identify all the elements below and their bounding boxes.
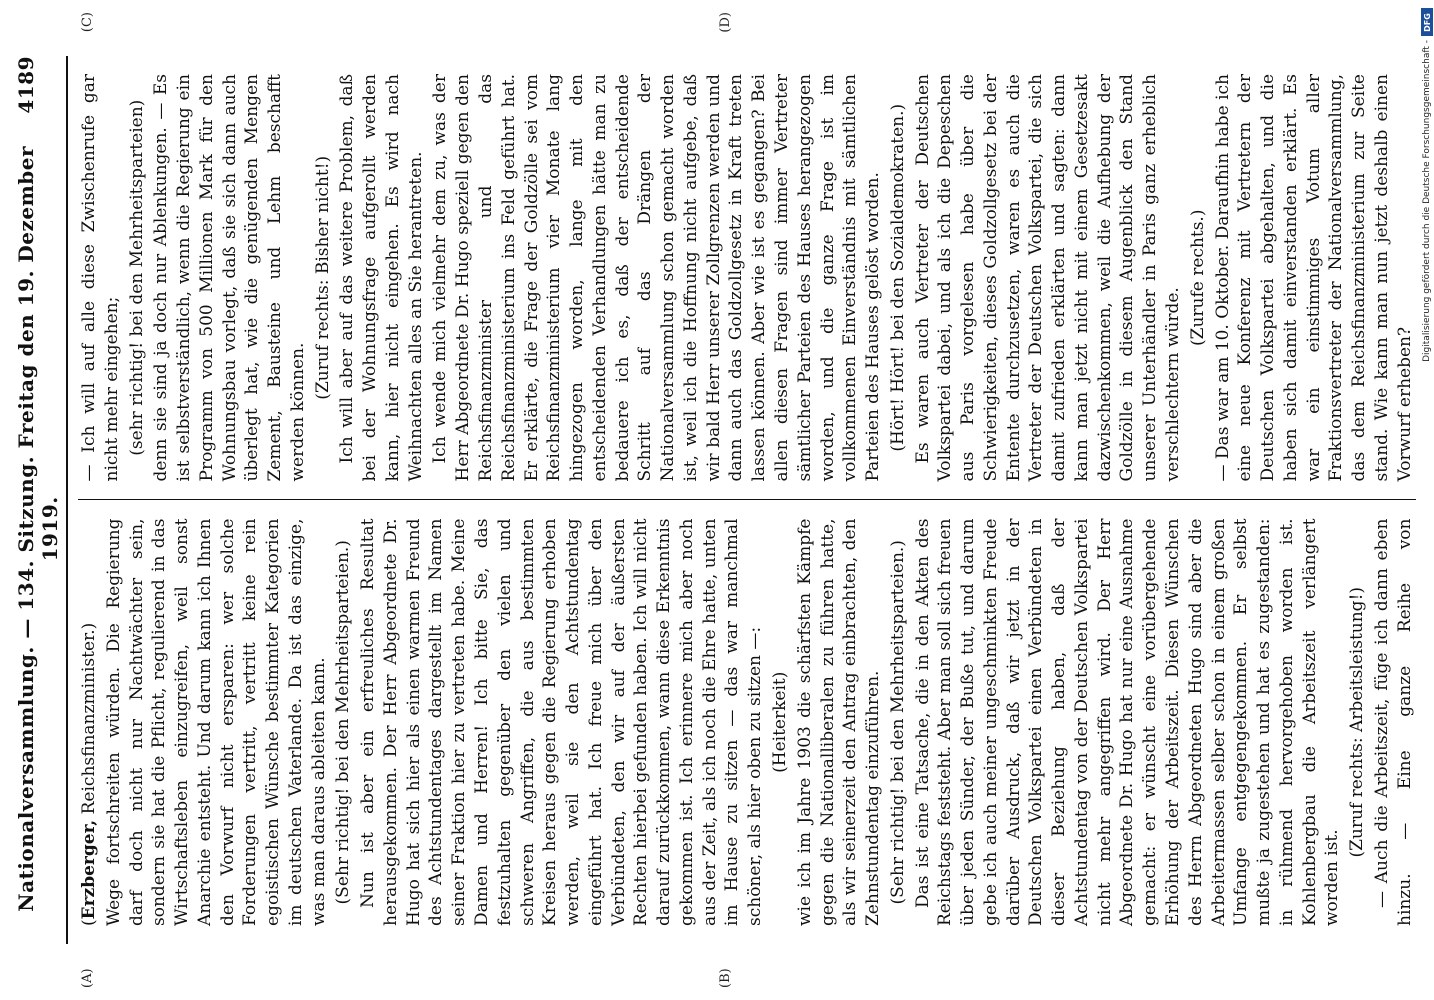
interjection: (Heiterkeit) bbox=[769, 671, 790, 773]
interjection: (Hört! Hört! bei den Sozialdemokraten.) bbox=[887, 103, 908, 452]
left-column bbox=[78, 501, 1416, 988]
speaker-role: Reichsfinanzminister.) bbox=[79, 622, 99, 815]
speaker-name: Erzberger, bbox=[79, 819, 99, 920]
paragraph: — Ich will auf alle diese Zwischenrufe gar nicht mehr eingehen; bbox=[79, 74, 122, 482]
margin-mark-d: (D) bbox=[718, 12, 733, 33]
paragraph: — Auch die Arbeitszeit, füge ich dann eben hinzu. — Eine ganze Reihe von bbox=[1371, 518, 1415, 926]
page-header bbox=[14, 56, 68, 944]
paragraph: Das ist eine Tatsache, die in den Akten des Reichstags feststeht. Aber man soll sich freuen über jeden Sünder, der Buße tut, und darum gebe ich auch meiner ungeschminkten Freude darüber Ausdruck, daß wir jetzt in der Deutschen Volkspartei einen Verbündeten in dieser Beziehung haben, daß der Achtstundentag von der Deutschen Volkspartei nicht mehr angegriffen wird. Der Herr Abgeordnete Dr. Hugo hat nur eine Ausnahme gemacht: er wünscht eine vorübergehende Erhöhung der Arbeitszeit. Diesen Wünschen des Herrn Abgeordneten Hugo sind aber die Arbeitermassen selber schon in einem großen Umfange entgegengekommen. Er selbst mußte ja zugestehen und hat es zugestanden: in rühmend hervorgehoben worden ist. Kohlenbergbau die Arbeitszeit verlängert worden ist. bbox=[912, 518, 1343, 926]
paragraph: Es waren auch Vertreter der Deutschen Volkspartei dabei, und als ich die Depeschen aus Paris vorgelesen habe über die Schwierigkeiten, dieses Goldzollgesetz bei der Entente durchzusetzen, waren es auch die Vertreter der Deutschen Volkspartei, die sich damit zufrieden erklärten und sagten: dann kann man jetzt nicht mit einem Gesetzesakt dazwischenkommen, weil die Aufhebung der Goldzölle in diesem Augenblick den Stand unserer Unterhändler in Paris ganz erheblich verschlechtern würde. bbox=[912, 74, 1183, 482]
paragraph: Ich wende mich vielmehr dem zu, was der Herr Abgeordnete Dr. Hugo speziell gegen den Reichsfinanzminister und das Reichsfinanzministerium ins Feld geführt hat. Er erklärte, die Frage der Goldzölle sei vom Reichsfinanzministerium vier Monate lang hingezogen worden, lange mit den entscheidenden Verhandlungen hätte man zu bedauere ich es, daß der entscheidende Schritt auf das Drängen der Nationalversammlung schon gemacht worden ist, weil ich die Hoffnung nicht aufgebe, daß wir bald Herr unserer Zollgrenzen werden und dann auch das Goldzollgesetz in Kraft treten lassen können. Aber wie ist es gegangen? Bei allen diesen Fragen sind immer Vertreter sämtlicher Parteien des Hauses herangezogen worden, und die ganze Frage ist im vollkommenen Einverständnis mit sämtlichen Parteien des Hauses gelöst worden. bbox=[430, 74, 884, 482]
digitization-strip bbox=[1420, 0, 1434, 1000]
margin-mark-a: (A) bbox=[80, 968, 95, 988]
text-columns bbox=[78, 12, 1416, 988]
digitization-notice: Digitalisierung gefördert durch die Deutsche Forschungsgemeinschaft - bbox=[1422, 40, 1432, 362]
interjection: (sehr richtig! bei den Mehrheitsparteien) bbox=[126, 99, 147, 456]
paragraph: Ich will aber auf das weitere Problem, daß bei der Wohnungsfrage aufgerollt werden kann, hier nicht eingehen. Es wird nach Weihnachten alles an Sie herantreten. bbox=[337, 74, 426, 482]
paragraph: denn sie sind ja doch nur Ablenkungen. — Es ist selbstverständlich, wenn die Regierung ein Programm von 500 Millionen Mark für den Wohnungsbau vorlegt, daß sie sich dann auch überlegt hat, wie die genügenden Mengen Zement, Bausteine und Lehm beschafft werden können. bbox=[151, 74, 308, 482]
running-title: Nationalversammlung. — 134. Sitzung. Freitag den 19. Dezember 1919. bbox=[14, 146, 62, 912]
interjection: (Zuruf rechts: Arbeitsleistung!) bbox=[1347, 586, 1368, 858]
paragraph: Nun ist aber ein erfreuliches Resultat herausgekommen. Der Herr Abgeordnete Dr. Hugo hat sich hier als einen warmen Freund des Achtstundentages dargestellt im Namen seiner Fraktion hier zu vertreten habe. Meine Damen und Herren! Ich bitte Sie, das festzuhalten gegenüber den vielen und schweren Angriffen, die aus bestimmten Kreisen heraus gegen die Regierung erhoben werden, weil sie den Achtstundentag eingeführt hat. Ich freue mich über den Verbündeten, den wir auf der äußersten Rechten hierbei gefunden haben. Ich will nicht darauf zurückkommen, wann diese Erkenntnis gekommen ist. Ich erinnere mich aber noch aus der Zeit, als ich noch die Ehre hatte, unten im Hause zu sitzen — das war manchmal schöner, als hier oben zu sitzen —: bbox=[358, 518, 766, 926]
margin-mark-c: (C) bbox=[80, 12, 95, 33]
interjection: (Zuruf rechts: Bisher nicht!) bbox=[312, 155, 333, 400]
right-column bbox=[78, 12, 1416, 501]
dfg-logo: DFG bbox=[1421, 8, 1433, 36]
interjection: (Sehr richtig! bei den Mehrheitsparteien.) bbox=[333, 540, 354, 905]
interjection: (Sehr richtig! bei den Mehrheitsparteien.) bbox=[887, 540, 908, 905]
speaker-line: (Erzberger, Reichsfinanzminister.) bbox=[79, 622, 99, 926]
paragraph: wie ich im Jahre 1903 die schärfsten Kämpfe gegen die Nationalliberalen zu führen hatte, als wir seinerzeit den Antrag einbrachten, den Zehnstundentag einzuführen. bbox=[794, 518, 884, 926]
interjection: (Zurufe rechts.) bbox=[1187, 209, 1208, 346]
page-number: 4189 bbox=[14, 56, 38, 114]
paragraph: Wege fortschreiten würden. Die Regierung darf doch nicht nur Nachtwächter sein, sondern sie hat die Pflicht, regulierend in das Wirtschaftsleben einzugreifen, weil sonst Anarchie entsteht. Und darum kann ich Ihnen den Vorwurf nicht ersparen: wer solche Forderungen vertritt, vertritt keine rein egoistischen Wünsche bestimmter Kategorien im deutschen Vaterlande. Da ist das einzige, was man daraus ableiten kann. bbox=[103, 518, 329, 926]
paragraph: — Das war am 10. Oktober. Daraufhin habe ich eine neue Konferenz mit Vertretern der Deutschen Volkspartei abgehalten, und die haben sich damit einverstanden erklärt. Es war ein einstimmiges Votum aller Fraktionsvertreter der Nationalversammlung, das dem Reichsfinanzministerium zur Seite stand. Wie kann man nun jetzt deshalb einen Vorwurf erheben? bbox=[1212, 74, 1415, 482]
margin-mark-b: (B) bbox=[718, 968, 733, 988]
